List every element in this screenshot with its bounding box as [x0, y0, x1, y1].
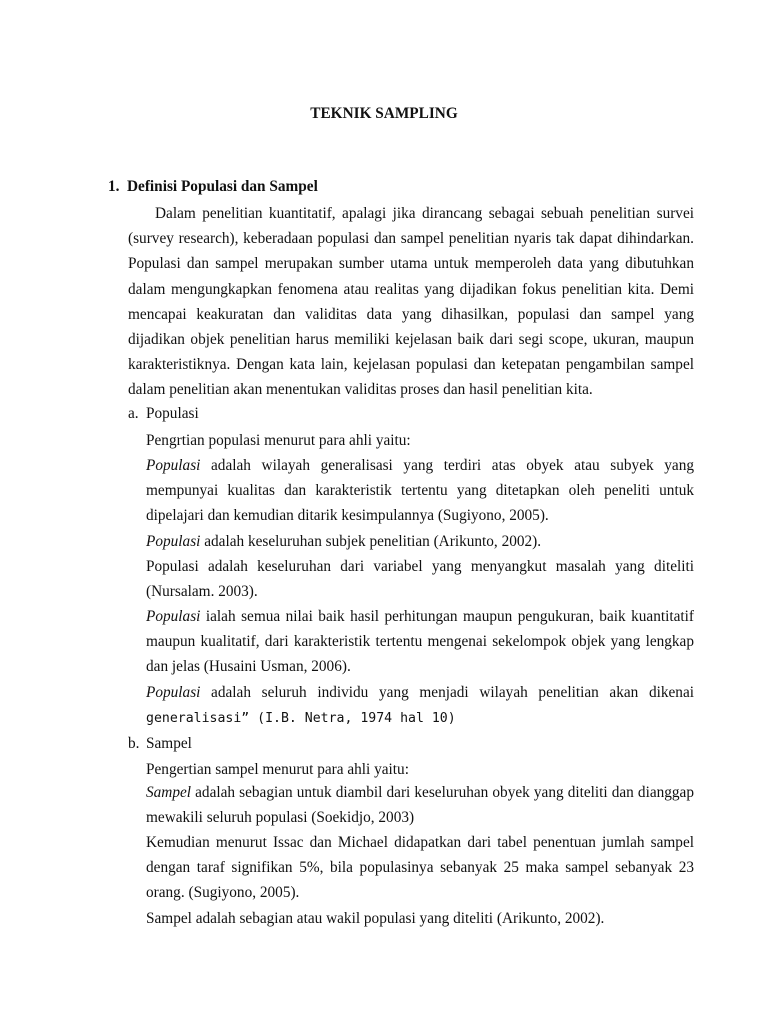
term: Populasi — [146, 684, 201, 701]
section-heading — [108, 177, 698, 197]
populasi-definition-3: Populasi adalah keseluruhan dari variabel yang menyangkut masalah yang diteliti (Nursalam. 2003). — [146, 558, 694, 601]
sampel-definition-3: Sampel adalah sebagian atau wakil populasi yang diteliti (Arikunto, 2002). — [146, 910, 605, 927]
definition-citation: generalisasi” (I.B. Netra, 1974 hal 10) — [146, 711, 456, 726]
term: Populasi — [146, 608, 201, 625]
section-number: 1. — [108, 178, 120, 195]
definition-text: adalah seluruh individu yang menjadi wilayah penelitian akan dikenai — [200, 684, 694, 701]
document-title: TEKNIK SAMPLING — [310, 105, 458, 122]
section-heading-text: Definisi Populasi dan Sampel — [127, 178, 318, 195]
sampel-intro: Pengertian sampel menurut para ahli yaitu: — [146, 761, 409, 778]
subsection-label: Populasi — [146, 405, 199, 422]
populasi-definition-1 — [146, 453, 694, 529]
term: Populasi — [146, 533, 201, 550]
subsection-sampel — [128, 734, 694, 754]
subsection-letter: b. — [128, 735, 140, 752]
term: Populasi — [146, 457, 201, 474]
populasi-definition-2 — [146, 529, 694, 554]
populasi-definition-4 — [146, 604, 694, 680]
term: Sampel — [146, 784, 192, 801]
definition-text: adalah keseluruhan subjek penelitian (Arikunto, 2002). — [200, 533, 542, 550]
sampel-definition-2: Kemudian menurut Issac dan Michael didapatkan dari tabel penentuan jumlah sampel dengan taraf signifikan 5%, bila populasinya sebanyak 25 maka sampel sebanyak 23 orang. (Sugiyono, 2005). — [146, 834, 694, 902]
definition-text: adalah sebagian untuk diambil dari keseluruhan obyek yang diteliti dan dianggap mewakili seluruh populasi (Soekidjo, 2003) — [146, 784, 694, 827]
definition-text: adalah wilayah generalisasi yang terdiri atas obyek atau subyek yang mempunyai kualitas dan karakteristik tertentu yang ditetapkan oleh peneliti untuk dipelajari dan kemudian ditarik kesimpulannya (Sugiyono, 2005). — [146, 457, 694, 525]
definition-text: ialah semua nilai baik hasil perhitungan maupun pengukuran, baik kuantitatif maupun kualitatif, dari karakteristik tertentu mengenai sekelompok objek yang lengkap dan jelas (Husaini Usman, 2006). — [146, 608, 694, 676]
intro-paragraph: Dalam penelitian kuantitatif, apalagi jika dirancang sebagai sebuah penelitian survei (survey research), keberadaan populasi dan sampel penelitian nyaris tak dapat dihindarkan. Populasi dan sampel merupakan sumber utama untuk memperoleh data yang dibutuhkan dalam mengungkapkan fenomena atau realitas yang dijadikan fokus penelitian kita. Demi mencapai keakuratan dan validitas data yang dihasilkan, populasi dan sampel yang dijadikan objek penelitian harus memiliki kejelasan baik dari segi scope, ukuran, maupun karakteristiknya. Dengan kata lain, kejelasan populasi dan ketepatan pengambilan sampel dalam penelitian akan menentukan validitas proses dan hasil penelitian kita. — [128, 205, 694, 399]
sampel-definition-1 — [146, 780, 694, 830]
populasi-definition-5-cont — [146, 705, 694, 731]
subsection-populasi — [128, 404, 694, 424]
subsection-label: Sampel — [146, 735, 192, 752]
populasi-intro: Pengrtian populasi menurut para ahli yaitu: — [146, 432, 411, 449]
populasi-definition-5 — [146, 680, 694, 705]
subsection-letter: a. — [128, 405, 139, 422]
